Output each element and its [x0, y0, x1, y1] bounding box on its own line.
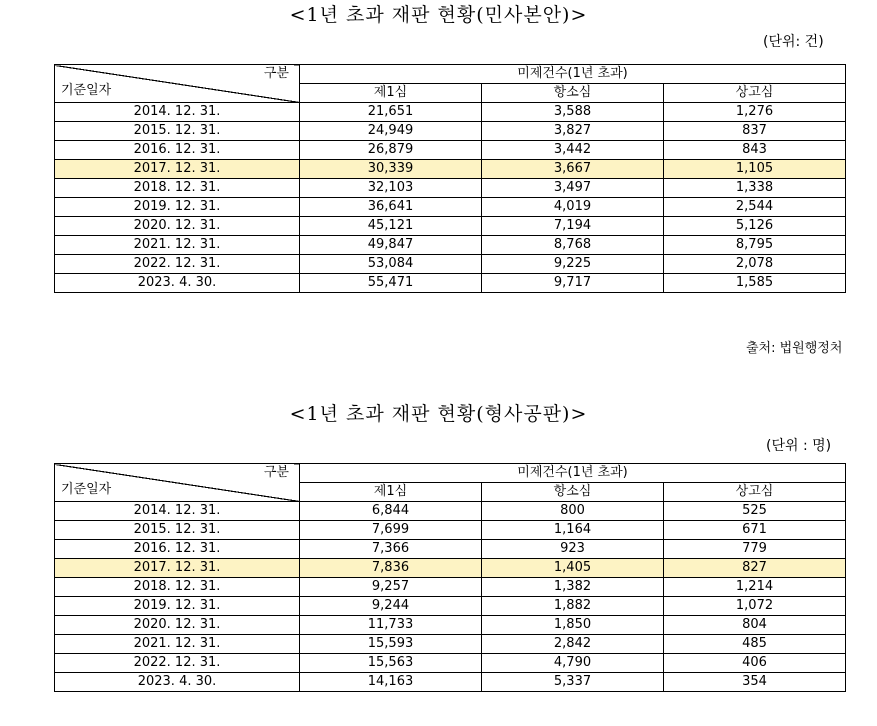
appeal-cell: 1,850: [482, 616, 664, 635]
table1-unit: (단위: 건): [763, 34, 824, 50]
supreme-cell: 1,214: [664, 578, 846, 597]
table-row: [55, 103, 846, 122]
table-row: [55, 160, 846, 179]
date-cell: 2016. 12. 31.: [55, 141, 300, 160]
table-row: [55, 540, 846, 559]
date-cell: 2015. 12. 31.: [55, 122, 300, 141]
diagonal-header-cell: [55, 464, 300, 502]
first-instance-cell: 15,593: [300, 635, 482, 654]
row-header-bottom: 기준일자: [61, 83, 112, 98]
first-instance-cell: 45,121: [300, 217, 482, 236]
date-cell: 2023. 4. 30.: [55, 673, 300, 692]
appeal-cell: 2,842: [482, 635, 664, 654]
first-instance-cell: 9,244: [300, 597, 482, 616]
table-row: [55, 616, 846, 635]
first-instance-cell: 15,563: [300, 654, 482, 673]
table-row: [55, 502, 846, 521]
date-cell: 2021. 12. 31.: [55, 236, 300, 255]
table2: [54, 463, 846, 692]
appeal-cell: 3,497: [482, 179, 664, 198]
row-header-bottom: 기준일자: [61, 482, 112, 497]
diagonal-header-cell: [55, 65, 300, 103]
appeal-cell: 1,882: [482, 597, 664, 616]
appeal-cell: 3,588: [482, 103, 664, 122]
date-cell: 2017. 12. 31.: [55, 160, 300, 179]
first-instance-cell: 32,103: [300, 179, 482, 198]
table-row: [55, 654, 846, 673]
supreme-cell: 671: [664, 521, 846, 540]
date-cell: 2020. 12. 31.: [55, 616, 300, 635]
supreme-cell: 837: [664, 122, 846, 141]
first-instance-cell: 30,339: [300, 160, 482, 179]
date-cell: 2022. 12. 31.: [55, 654, 300, 673]
appeal-cell: 4,790: [482, 654, 664, 673]
date-cell: 2020. 12. 31.: [55, 217, 300, 236]
appeal-cell: 3,442: [482, 141, 664, 160]
table-row: [55, 179, 846, 198]
supreme-cell: 1,072: [664, 597, 846, 616]
supreme-cell: 2,078: [664, 255, 846, 274]
table-row: [55, 122, 846, 141]
col-header: 상고심: [664, 84, 846, 103]
supreme-cell: 1,276: [664, 103, 846, 122]
group-header: 미제건수(1년 초과): [300, 65, 846, 84]
table1-title: <1년 초과 재판 현황(민사본안)>: [289, 4, 588, 26]
supreme-cell: 485: [664, 635, 846, 654]
table-row: [55, 635, 846, 654]
col-header: 항소심: [482, 84, 664, 103]
supreme-cell: 1,338: [664, 179, 846, 198]
date-cell: 2018. 12. 31.: [55, 179, 300, 198]
table-row: [55, 597, 846, 616]
date-cell: 2014. 12. 31.: [55, 103, 300, 122]
supreme-cell: 525: [664, 502, 846, 521]
first-instance-cell: 21,651: [300, 103, 482, 122]
table-row: [55, 217, 846, 236]
supreme-cell: 843: [664, 141, 846, 160]
table-row: [55, 274, 846, 293]
supreme-cell: 8,795: [664, 236, 846, 255]
table-row: [55, 578, 846, 597]
date-cell: 2018. 12. 31.: [55, 578, 300, 597]
first-instance-cell: 7,366: [300, 540, 482, 559]
supreme-cell: 804: [664, 616, 846, 635]
supreme-cell: 779: [664, 540, 846, 559]
table-row: [55, 673, 846, 692]
supreme-cell: 406: [664, 654, 846, 673]
first-instance-cell: 36,641: [300, 198, 482, 217]
table-row: [55, 255, 846, 274]
col-header: 상고심: [664, 483, 846, 502]
col-header: 제1심: [300, 84, 482, 103]
appeal-cell: 1,405: [482, 559, 664, 578]
appeal-cell: 1,164: [482, 521, 664, 540]
table2-unit: (단위 : 명): [766, 438, 832, 454]
table2-title: <1년 초과 재판 현황(형사공판)>: [289, 403, 588, 425]
table-row: [55, 198, 846, 217]
col-header: 항소심: [482, 483, 664, 502]
supreme-cell: 354: [664, 673, 846, 692]
row-header-top: 구분: [263, 465, 289, 480]
date-cell: 2016. 12. 31.: [55, 540, 300, 559]
date-cell: 2015. 12. 31.: [55, 521, 300, 540]
col-header: 제1심: [300, 483, 482, 502]
table-row: [55, 141, 846, 160]
first-instance-cell: 7,699: [300, 521, 482, 540]
table-row: [55, 521, 846, 540]
first-instance-cell: 7,836: [300, 559, 482, 578]
first-instance-cell: 26,879: [300, 141, 482, 160]
supreme-cell: 2,544: [664, 198, 846, 217]
group-header: 미제건수(1년 초과): [300, 464, 846, 483]
appeal-cell: 8,768: [482, 236, 664, 255]
appeal-cell: 4,019: [482, 198, 664, 217]
date-cell: 2022. 12. 31.: [55, 255, 300, 274]
date-cell: 2014. 12. 31.: [55, 502, 300, 521]
appeal-cell: 923: [482, 540, 664, 559]
first-instance-cell: 53,084: [300, 255, 482, 274]
appeal-cell: 9,225: [482, 255, 664, 274]
first-instance-cell: 55,471: [300, 274, 482, 293]
appeal-cell: 1,382: [482, 578, 664, 597]
date-cell: 2019. 12. 31.: [55, 198, 300, 217]
first-instance-cell: 49,847: [300, 236, 482, 255]
first-instance-cell: 9,257: [300, 578, 482, 597]
table-row: [55, 236, 846, 255]
date-cell: 2021. 12. 31.: [55, 635, 300, 654]
supreme-cell: 1,585: [664, 274, 846, 293]
date-cell: 2019. 12. 31.: [55, 597, 300, 616]
first-instance-cell: 6,844: [300, 502, 482, 521]
appeal-cell: 9,717: [482, 274, 664, 293]
first-instance-cell: 14,163: [300, 673, 482, 692]
first-instance-cell: 24,949: [300, 122, 482, 141]
table-row: [55, 559, 846, 578]
table1: [54, 64, 846, 293]
first-instance-cell: 11,733: [300, 616, 482, 635]
appeal-cell: 3,827: [482, 122, 664, 141]
appeal-cell: 3,667: [482, 160, 664, 179]
date-cell: 2017. 12. 31.: [55, 559, 300, 578]
row-header-top: 구분: [263, 66, 289, 81]
appeal-cell: 5,337: [482, 673, 664, 692]
table1-source: 출처: 법원행정처: [746, 341, 843, 356]
appeal-cell: 7,194: [482, 217, 664, 236]
supreme-cell: 5,126: [664, 217, 846, 236]
supreme-cell: 827: [664, 559, 846, 578]
appeal-cell: 800: [482, 502, 664, 521]
date-cell: 2023. 4. 30.: [55, 274, 300, 293]
supreme-cell: 1,105: [664, 160, 846, 179]
